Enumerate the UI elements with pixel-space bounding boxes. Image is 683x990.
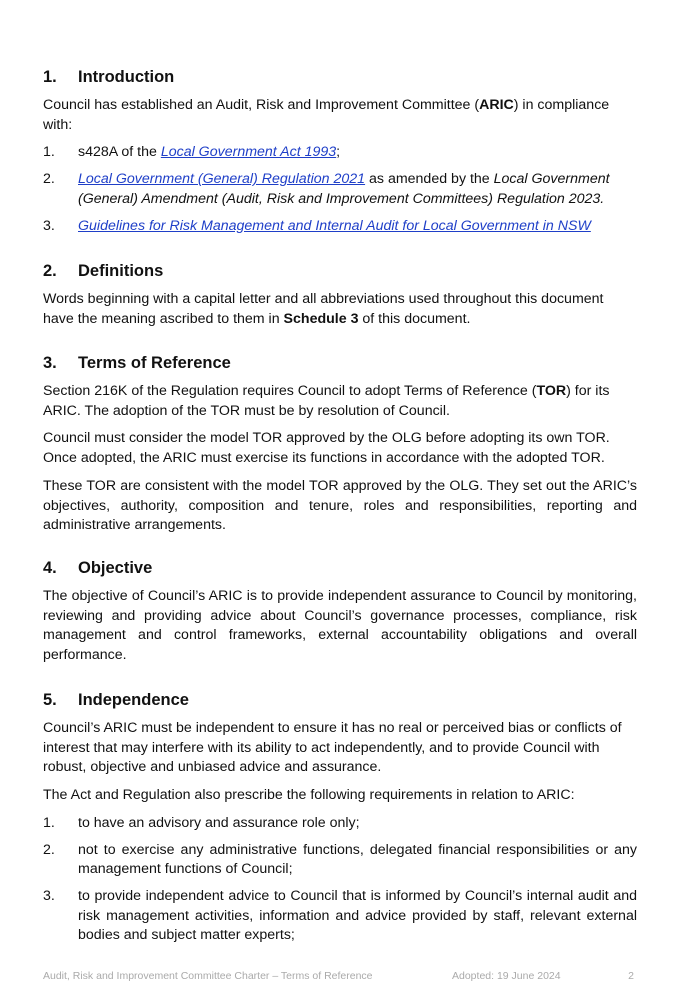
- list-item: 1. s428A of the Local Government Act 1993;: [43, 144, 341, 161]
- independence-paragraph-2: The Act and Regulation also prescribe the following requirements in relation to ARIC:: [43, 787, 575, 804]
- regulation-link[interactable]: Local Government (General) Regulation 2021: [78, 171, 366, 188]
- section-heading: 5. Independence: [43, 691, 189, 709]
- list-item: 2. not to exercise any administrative functions, delegated financial responsibilities or any management functions of Council;: [43, 841, 637, 878]
- footer-adopted-date: Adopted: 19 June 2024: [452, 970, 561, 982]
- guidelines-link[interactable]: Guidelines for Risk Management and Internal Audit for Local Government in NSW: [78, 217, 591, 234]
- section-heading: 4. Objective: [43, 559, 153, 577]
- tor-paragraph-2: Council must consider the model TOR approved by the OLG before adopting its own TOR. Once adopted, the ARIC must exercise its functions in accordance with the adopted TOR.: [43, 430, 610, 467]
- tor-paragraph-1: Section 216K of the Regulation requires Council to adopt Terms of Reference (TOR) for its ARIC. The adoption of the TOR must be by resolution of Council.: [43, 383, 610, 419]
- section-definitions: [43, 261, 637, 329]
- act-link[interactable]: Local Government Act 1993: [160, 144, 337, 161]
- list-item: 3. Guidelines for Risk Management and Internal Audit for Local Government in NSW: [43, 217, 591, 234]
- objective-paragraph: The objective of Council’s ARIC is to provide independent assurance to Council by monitoring, reviewing and providing advice about Council’s governance processes, compliance, risk management and control frameworks, external accountability obligations and overall performance.: [43, 588, 637, 664]
- section-heading: 2. Definitions: [43, 262, 164, 280]
- list-item: 2. Local Government (General) Regulation 2021 as amended by the Local Government (General) Amendment (Audit, Risk and Improvement Committees) Regulation 2023.: [43, 171, 610, 207]
- definitions-paragraph: Words beginning with a capital letter and all abbreviations used throughout this document have the meaning ascribed to them in Schedule 3 of this document.: [43, 291, 604, 327]
- independence-paragraph-1: Council’s ARIC must be independent to ensure it has no real or perceived bias or conflicts of interest that may interfere with its ability to act independently, and to provide Council with robust, objective and unbiased advice and assurance.: [43, 720, 622, 776]
- section-terms-of-reference: [43, 353, 637, 536]
- section-heading: 3. Terms of Reference: [43, 354, 231, 372]
- section-heading: 1. Introduction: [43, 68, 175, 86]
- section-introduction: [43, 67, 637, 236]
- footer-page-number: 2: [628, 970, 634, 982]
- section-independence: [43, 690, 637, 946]
- section-objective: [43, 558, 637, 666]
- footer-document-title: Audit, Risk and Improvement Committee Charter – Terms of Reference: [43, 970, 373, 982]
- list-item: 3. to provide independent advice to Council that is informed by Council’s internal audit and risk management activities, information and advice provided by staff, relevant external bodies and subject matter experts;: [43, 887, 637, 944]
- intro-paragraph: Council has established an Audit, Risk and Improvement Committee (ARIC) in compliance with:: [43, 97, 610, 133]
- tor-paragraph-3: These TOR are consistent with the model TOR approved by the OLG. They set out the ARIC’s objectives, authority, composition and tenure, roles and responsibilities, reporting and administrative arrangements.: [43, 477, 637, 534]
- list-item: 1. to have an advisory and assurance role only;: [43, 814, 360, 831]
